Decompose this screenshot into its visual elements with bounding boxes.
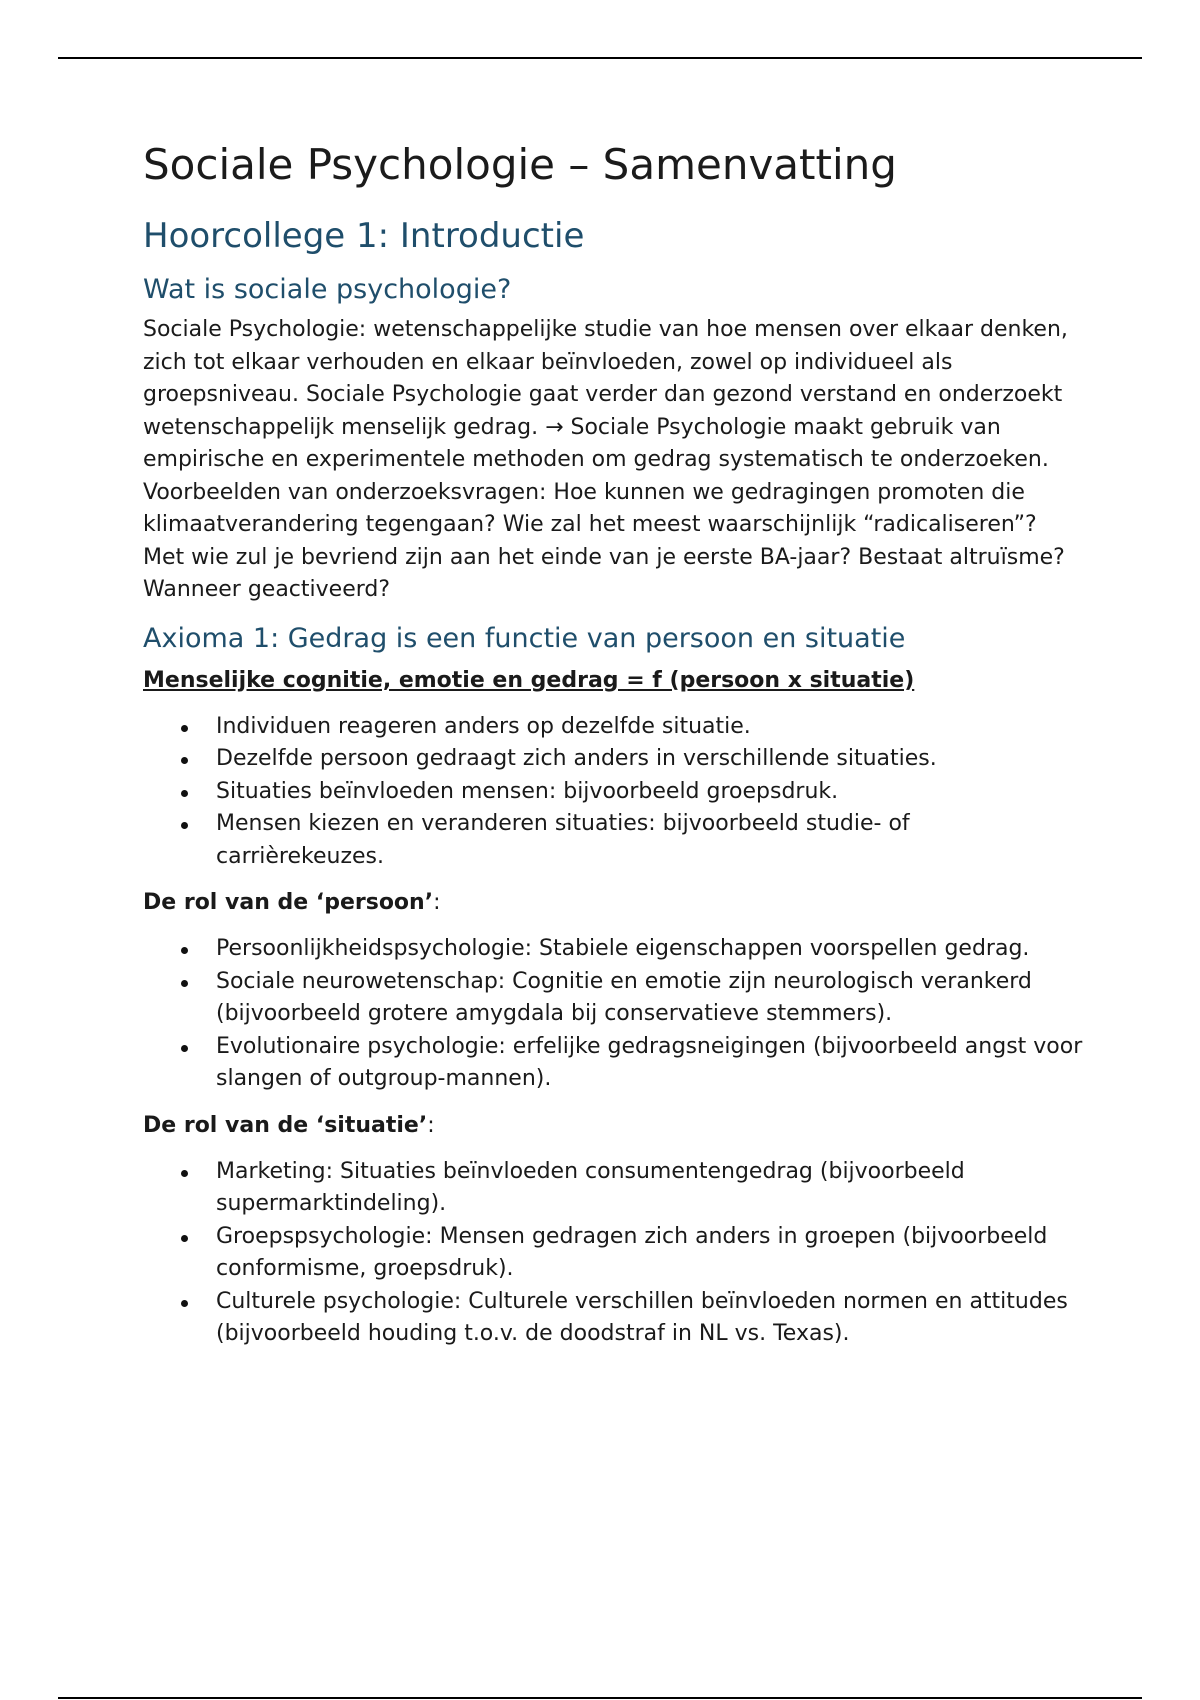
list-item-text: Situaties beïnvloeden mensen: bijvoorbeeld groepsdruk. xyxy=(216,778,839,804)
definition-paragraph: Sociale Psychologie: wetenschappelijke studie van hoe mensen over elkaar denken, zich tot elkaar verhouden en elkaar beïnvloeden, zowel op individueel als groepsniveau. Sociale Psychologie gaat verder dan gezond verstand en onderzoekt wetenschappelijk menselijk gedrag. → Sociale Psychologie maakt gebruik van empirische en experimentele methoden om gedrag systematisch te onderzoeken. xyxy=(143,317,1068,472)
list-item-text: Culturele psychologie: Culturele verschillen beïnvloeden normen en attitudes (bijvoorbeeld houding t.o.v. de doodstraf in NL vs. Texas). xyxy=(216,1288,1068,1346)
list-item xyxy=(143,933,1083,966)
examples-paragraph: Voorbeelden van onderzoeksvragen: Hoe kunnen we gedragingen promoten die klimaatverandering tegengaan? Wie zal het meest waarschijnlijk “radicaliseren”? Met wie zul je bevriend zijn aan het einde van je eerste BA-jaar? Bestaat altruïsme? Wanneer geactiveerd? xyxy=(143,479,1065,602)
persoon-label xyxy=(143,887,1083,919)
bullet-icon xyxy=(181,757,188,764)
list-item xyxy=(143,776,1083,809)
footer-rule xyxy=(58,1697,1142,1699)
list-item xyxy=(143,1156,1083,1221)
situatie-label xyxy=(143,1110,1083,1142)
situatie-bullet-list xyxy=(143,1156,1083,1351)
list-item-text: Evolutionaire psychologie: erfelijke gedragsneigingen (bijvoorbeeld angst voor slangen of outgroup-mannen). xyxy=(216,1033,1083,1091)
label-colon: : xyxy=(427,1112,435,1138)
bullet-icon xyxy=(181,980,188,987)
label-colon: : xyxy=(433,890,441,915)
header-rule xyxy=(58,57,1142,59)
persoon-label-text: De rol van de ‘persoon’ xyxy=(143,890,434,915)
bullet-icon xyxy=(181,1170,188,1177)
list-item xyxy=(143,808,1083,873)
bullet-icon xyxy=(181,1300,188,1307)
list-item-text: Groepspsychologie: Mensen gedragen zich anders in groepen (bijvoorbeeld conformisme, groepsdruk). xyxy=(216,1223,1048,1281)
persoon-bullet-list xyxy=(143,933,1083,1096)
axioma-bullet-list xyxy=(143,711,1083,874)
list-item xyxy=(143,1031,1083,1096)
list-item-text: Mensen kiezen en veranderen situaties: bijvoorbeeld studie- of carrièrekeuzes. xyxy=(216,811,910,869)
bullet-icon xyxy=(181,947,188,954)
bullet-icon xyxy=(181,790,188,797)
list-item xyxy=(143,711,1083,744)
list-item xyxy=(143,1286,1083,1351)
section-heading-wat-is: Wat is sociale psychologie? xyxy=(143,274,512,305)
bullet-icon xyxy=(181,1045,188,1052)
bullet-icon xyxy=(181,822,188,829)
list-item-text: Sociale neurowetenschap: Cognitie en emotie zijn neurologisch verankerd (bijvoorbeeld grotere amygdala bij conservatieve stemmers). xyxy=(216,968,1032,1026)
list-item-text: Marketing: Situaties beïnvloeden consumentengedrag (bijvoorbeeld supermarktindeling). xyxy=(216,1158,965,1216)
list-item xyxy=(143,966,1083,1031)
bullet-icon xyxy=(181,725,188,732)
list-item xyxy=(143,1221,1083,1286)
list-item-text: Individuen reageren anders op dezelfde situatie. xyxy=(216,713,751,739)
formula-line: Menselijke cognitie, emotie en gedrag = f (persoon x situatie) xyxy=(143,667,915,693)
document-title: Sociale Psychologie – Samenvatting xyxy=(143,140,897,189)
bullet-icon xyxy=(181,1235,188,1242)
lecture-heading: Hoorcollege 1: Introductie xyxy=(143,216,585,256)
document-body xyxy=(143,138,1083,1351)
section-heading-axioma: Axioma 1: Gedrag is een functie van persoon en situatie xyxy=(143,622,906,654)
situatie-label-text: De rol van de ‘situatie’ xyxy=(143,1112,428,1138)
list-item-text: Dezelfde persoon gedraagt zich anders in verschillende situaties. xyxy=(216,746,937,771)
list-item xyxy=(143,743,1083,776)
list-item-text: Persoonlijkheidspsychologie: Stabiele eigenschappen voorspellen gedrag. xyxy=(216,936,1030,961)
